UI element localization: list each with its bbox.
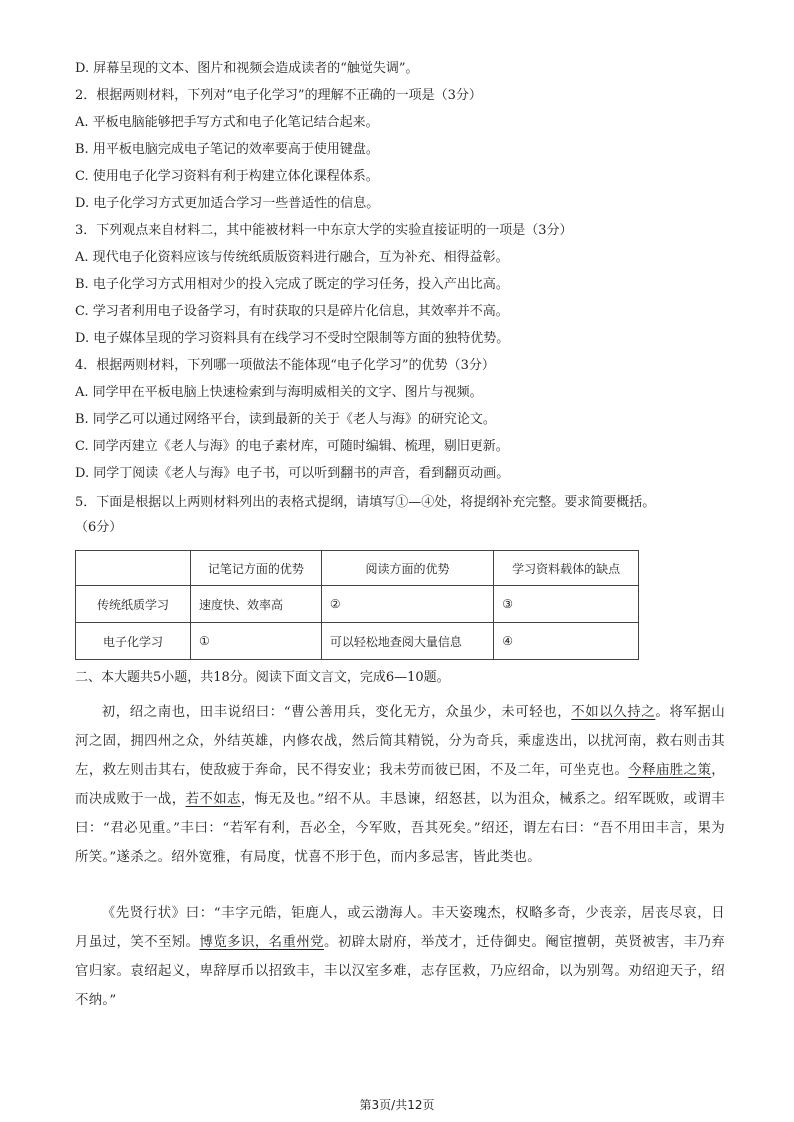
passage-text: 。将军据山河之固，拥四州之众，外结英雄，内修农战，然后简其精锐，分为奇兵，乘虚迭出，以扰河南，救右则击其左，救左则击其右，使敌疲于奔命，民不得安业；我未劳而彼已困，不及二年，可坐克也。 bbox=[75, 705, 726, 778]
question-5-score: （6分） bbox=[75, 520, 123, 535]
classical-passage-2 bbox=[75, 899, 725, 1015]
option-2c: C. 使用电子化学习资料有利于构建立体化课程体系。 bbox=[75, 169, 379, 184]
underlined-sentence: 不如以久持之 bbox=[571, 705, 656, 720]
table-header-cell: 阅读方面的优势 bbox=[321, 551, 493, 586]
option-2d: D. 电子化学习方式更加适合学习一些普适性的信息。 bbox=[75, 196, 380, 211]
question-4: 4．根据两则材料，下列哪一项做法不能体现“电子化学习”的优势（3分） bbox=[75, 358, 495, 373]
underlined-sentence: 博览多识，名重州党 bbox=[199, 935, 324, 950]
passage-text: ，悔无及也。”绍不从。丰恳谏，绍怒甚，以为沮众，械系之。绍军既败，或谓丰曰：“君必见重。”丰曰：“若军有利，吾必全，今军败，吾其死矣。”绍还，谓左右曰：“吾不用田丰言，果为所笑。”遂杀之。绍外宽雅，有局度，忧喜不形于色，而内多忌害，皆此类也。 bbox=[75, 792, 725, 865]
table-row-header: 传统纸质学习 bbox=[76, 586, 191, 623]
option-2b: B. 用平板电脑完成电子笔记的效率要高于使用键盘。 bbox=[75, 142, 379, 157]
page-number: 第3页/共12页 bbox=[359, 1098, 435, 1112]
option-2a: A. 平板电脑能够把手写方式和电子化笔记结合起来。 bbox=[75, 115, 379, 130]
table-cell: ① bbox=[191, 623, 322, 660]
question-3: 3．下列观点来自材料二，其中能被材料一中东京大学的实验直接证明的一项是（3分） bbox=[75, 223, 573, 238]
table-header-cell: 学习资料载体的缺点 bbox=[494, 551, 639, 586]
question-5: 5．下面是根据以上两则材料列出的表格式提纲，请填写①—④处，将提纲补充完整。要求简要概括。 bbox=[75, 495, 656, 510]
passage-text: ，而决成败于一战， bbox=[75, 763, 725, 807]
option-4c: C. 同学丙建立《老人与海》的电子素材库，可随时编辑、梳理，剔旧更新。 bbox=[75, 439, 509, 454]
question-2: 2．根据两则材料，下列对“电子化学习”的理解不正确的一项是（3分） bbox=[75, 88, 482, 103]
passage-text: 。初辟太尉府，举茂才，迁侍御史。阉宦擅朝，英贤被害，丰乃弃官归家。袁绍起义，卑辞厚币以招致丰，丰以汉室多难，志存匡救，乃应绍命，以为别驾。劝绍迎天子，绍不纳。” bbox=[75, 935, 726, 1008]
section-2-heading: 二、本大题共5小题，共18分。阅读下面文言文，完成6—10题。 bbox=[75, 670, 450, 685]
option-3b: B. 电子化学习方式用相对少的投入完成了既定的学习任务，投入产出比高。 bbox=[75, 277, 509, 292]
table-cell: 速度快、效率高 bbox=[191, 586, 322, 623]
table-row bbox=[76, 586, 639, 623]
option-4a: A. 同学甲在平板电脑上快速检索到与海明威相关的文字、图片与视频。 bbox=[75, 385, 483, 400]
underlined-sentence: 今释庙胜之策 bbox=[628, 763, 712, 778]
option-1d: D. 屏幕呈现的文本、图片和视频会造成读者的“触觉失调”。 bbox=[75, 61, 419, 76]
option-3d: D. 电子媒体呈现的学习资料具有在线学习不受时空限制等方面的独特优势。 bbox=[75, 331, 510, 346]
option-3c: C. 学习者利用电子设备学习，有时获取的只是碎片化信息，其效率并不高。 bbox=[75, 304, 509, 319]
option-4b: B. 同学乙可以通过网络平台，读到最新的关于《老人与海》的研究论文。 bbox=[75, 412, 496, 427]
table-header-cell: 记笔记方面的优势 bbox=[191, 551, 322, 586]
table-cell: ② bbox=[321, 586, 493, 623]
table-row bbox=[76, 623, 639, 660]
table-cell: ④ bbox=[494, 623, 639, 660]
underlined-sentence: 若不如志 bbox=[185, 792, 241, 807]
table-row-header: 电子化学习 bbox=[76, 623, 191, 660]
table-cell: 可以轻松地查阅大量信息 bbox=[321, 623, 493, 660]
option-4d: D. 同学丁阅读《老人与海》电子书，可以听到翻书的声音，看到翻页动画。 bbox=[75, 466, 510, 481]
outline-table bbox=[75, 550, 639, 660]
table-header-row bbox=[76, 551, 639, 586]
table-cell: ③ bbox=[494, 586, 639, 623]
option-3a: A. 现代电子化资料应该与传统纸质版资料进行融合，互为补充、相得益彰。 bbox=[75, 250, 509, 265]
classical-passage-1 bbox=[75, 698, 725, 872]
passage-text: 《先贤行状》曰：“丰字元皓，钜鹿人，或云渤海人。丰天姿瑰杰，权略多奇，少丧亲，居丧尽哀，日月虽过，笑不至矧。 bbox=[75, 906, 725, 950]
passage-text: 初，绍之南也，田丰说绍曰：“曹公善用兵，变化无方，众虽少，未可轻也， bbox=[101, 705, 572, 720]
table-header-cell bbox=[76, 551, 191, 586]
